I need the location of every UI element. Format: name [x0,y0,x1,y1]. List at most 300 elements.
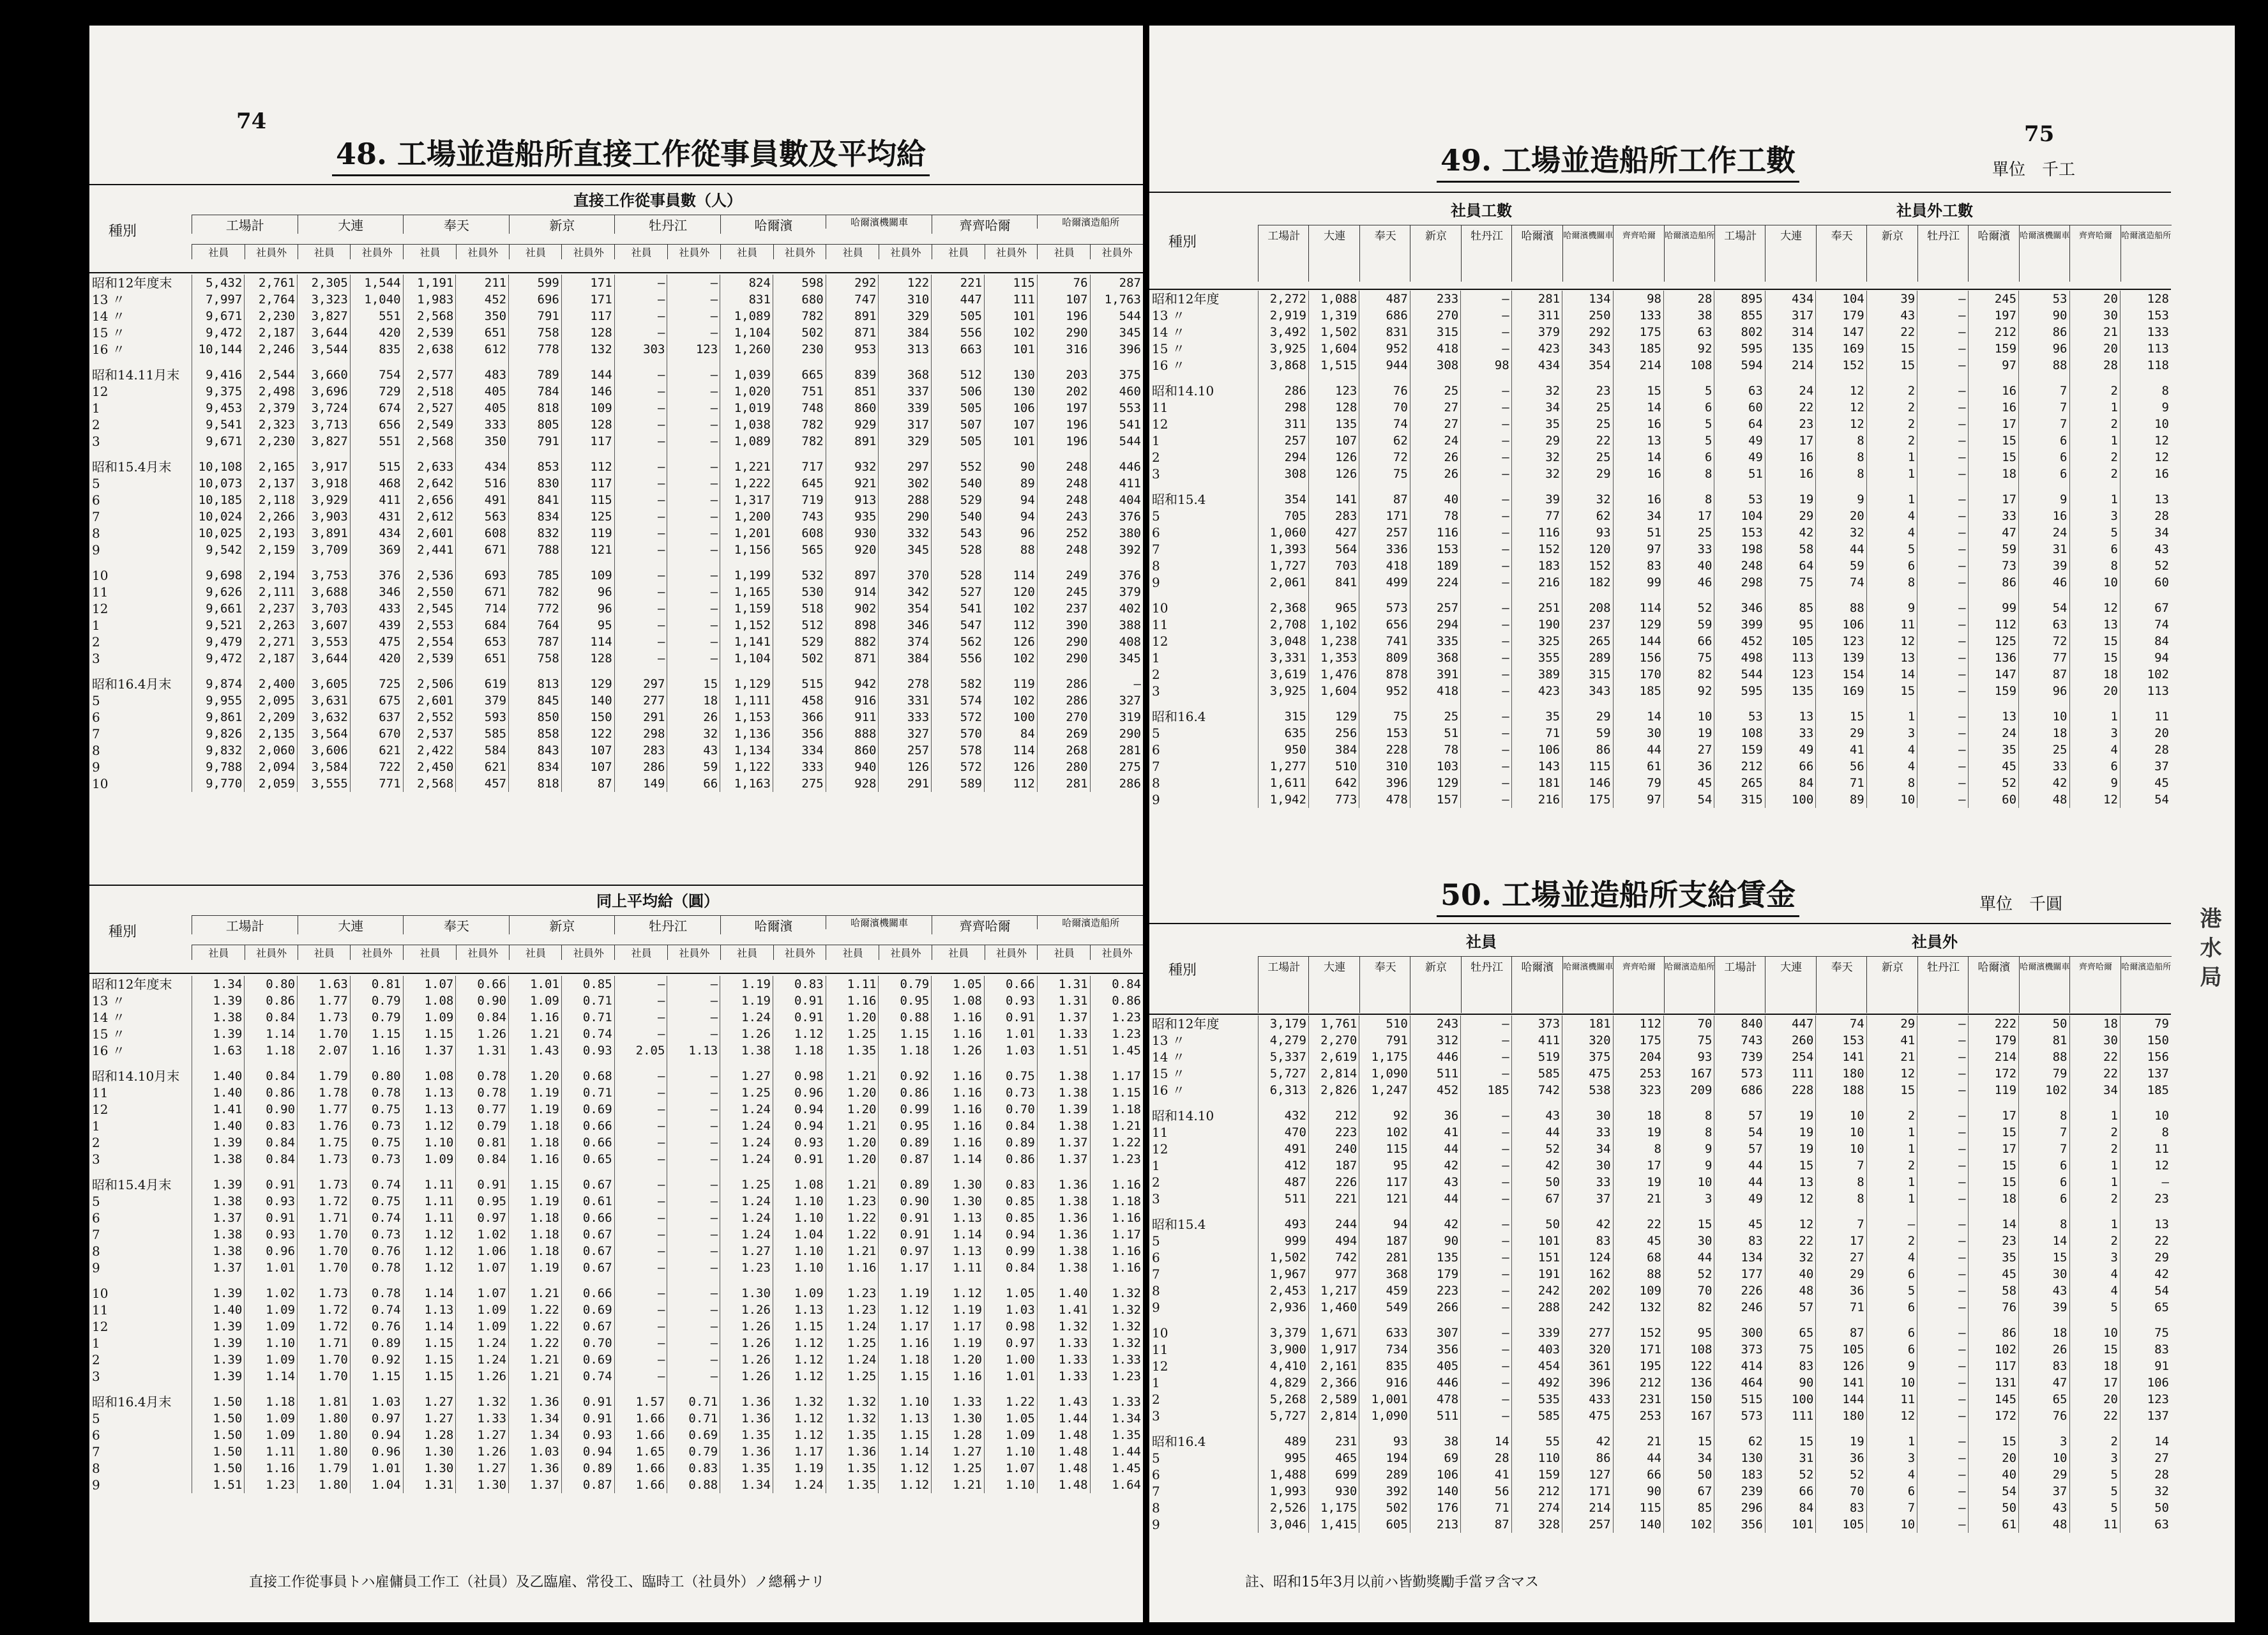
table-cell: 96 [561,584,614,600]
table-cell: — [1461,708,1511,725]
table-cell: 841 [509,492,562,508]
table-cell: 434 [1511,357,1562,374]
table-cell: 3,605 [298,676,351,692]
table-cell: 1.80 [298,1427,351,1443]
table-cell: — [667,567,720,584]
table-cell [1037,1276,1090,1285]
table-cell: 39 [2019,1299,2069,1316]
table-cell [1816,1099,1866,1107]
table-cell [2019,1207,2069,1216]
table-cell: 1.79 [298,1460,351,1477]
table-cell: 1.36 [720,1394,773,1410]
table-cell: 87 [1461,1516,1511,1533]
table-cell: 233 [1410,291,1460,307]
table-cell [2019,374,2069,383]
table-cell: 21 [2069,324,2120,340]
table-cell: 1.40 [1037,1285,1090,1302]
table-cell: 93 [1562,524,1613,541]
table-cell: 128 [561,650,614,667]
table-cell [1308,699,1359,708]
table-cell: — [1917,1107,1968,1124]
table-cell: 16 [1765,449,1815,466]
table-cell: 1.73 [298,1176,351,1193]
table-cell: 29 [1562,466,1613,482]
table-row [89,1460,1143,1477]
table-cell: 573 [1359,600,1410,616]
table-cell [192,667,245,676]
table-cell: 14 [1613,399,1663,416]
table-cell [879,450,932,459]
table-cell: 2,498 [245,383,298,400]
table-cell: 61 [1613,758,1663,775]
table-cell: 99 [1613,574,1663,591]
table-cell: — [1461,1216,1511,1233]
table-cell: 123 [2120,1391,2171,1408]
table-cell: 41 [1461,1466,1511,1483]
table-row [89,1394,1143,1410]
table-cell: — [614,1226,667,1243]
table-cell: 237 [1037,600,1090,617]
table-cell: 97 [1613,791,1663,808]
table-cell: 1.39 [192,1285,245,1302]
table-row [89,634,1143,650]
table-cell [1308,591,1359,600]
table-cell: 167 [1664,1065,1714,1082]
table-cell: 10 [1664,1174,1714,1190]
table-cell: 1 [2069,1107,2120,1124]
table-cell [1090,358,1143,367]
table-cell: 1.03 [509,1443,562,1460]
table-cell: 1.34 [509,1427,562,1443]
table-cell: 135 [1308,416,1359,432]
table-cell: 1.23 [826,1193,879,1210]
table-cell: 1.17 [879,1318,932,1335]
table-cell: 356 [1714,1516,1765,1533]
table-cell: 1.08 [932,992,985,1009]
table-cell [1866,374,1917,383]
table-cell: 137 [2120,1408,2171,1424]
table-cell: — [1917,1433,1968,1450]
table-cell [1562,1424,1613,1433]
table-cell: 0.87 [879,1151,932,1167]
table-cell: 0.66 [456,976,509,992]
table-cell: 212 [1968,324,2018,340]
table-cell: 0.74 [350,1302,403,1318]
table-cell: 297 [879,459,932,475]
table-cell: 126 [985,759,1038,775]
table-cell: 248 [1037,459,1090,475]
table-cell: 2,246 [245,341,298,358]
table-cell: 66 [667,775,720,792]
table-cell: 1.12 [773,1410,826,1427]
table-cell: 897 [826,567,879,584]
table-cell [1917,699,1968,708]
table-cell: 1,942 [1258,791,1308,808]
table-row [1149,1358,2171,1374]
table-cell: 871 [826,650,879,667]
table-cell: 121 [561,542,614,558]
table-cell [1461,591,1511,600]
table-cell: — [667,542,720,558]
table-cell: 605 [1359,1516,1410,1533]
table-cell: 107 [1308,432,1359,449]
row-label: 1 [1152,1158,1160,1173]
table-cell: 9,626 [192,584,245,600]
table-cell: 7 [2019,1141,2069,1157]
table-cell: 64 [1714,416,1765,432]
table-cell [1968,482,2018,491]
table-cell: 584 [456,742,509,759]
table-cell: 3,903 [298,508,351,525]
table-cell: 2,814 [1308,1065,1359,1082]
table-cell: 15 [1816,708,1866,725]
table-cell: 94 [1359,1216,1410,1233]
table-cell: — [614,275,667,291]
table-cell: 529 [932,492,985,508]
table-cell: 3,644 [298,650,351,667]
table-cell: 0.86 [985,1151,1038,1167]
table-row [1149,1233,2171,1249]
table-cell: 88 [1613,1266,1663,1282]
table-cell: — [1461,383,1511,399]
table48-counts [89,275,1143,792]
table-cell: 281 [1090,742,1143,759]
table-cell [2019,482,2069,491]
table-cell [2120,482,2171,491]
table-cell: — [1461,1124,1511,1141]
table-cell: 1.19 [509,1101,562,1118]
table-cell: 144 [561,367,614,383]
table-cell: 1.12 [879,1460,932,1477]
table-cell: 843 [509,742,562,759]
table-cell: 1.14 [932,1226,985,1243]
table-cell: 53 [2019,291,2069,307]
table-cell: — [667,1068,720,1084]
table-cell: 0.94 [561,1443,614,1460]
table-cell: 1.37 [1037,1151,1090,1167]
table-cell [1258,1424,1308,1433]
table-cell [1714,374,1765,383]
table-cell: 308 [1258,466,1308,482]
table-cell: 10,108 [192,459,245,475]
table-cell: 131 [1968,1374,2018,1391]
table-cell: 152 [1511,541,1562,558]
table-cell: 0.84 [245,1009,298,1026]
table-cell [192,1385,245,1394]
table-cell: 320 [1562,1032,1613,1049]
table-cell: 0.91 [985,1009,1038,1026]
table-cell: 269 [1037,726,1090,742]
table-cell: 1.33 [1090,1394,1143,1410]
table-cell [1037,558,1090,567]
table-cell: 9,661 [192,600,245,617]
table-cell: 180 [1816,1408,1866,1424]
table-cell: 1.40 [192,1302,245,1318]
table-cell: 22 [2069,1049,2120,1065]
table-cell [720,358,773,367]
table-cell: 742 [1511,1082,1562,1099]
table-cell: — [614,992,667,1009]
table-cell: 882 [826,634,879,650]
table-cell [2019,1316,2069,1325]
table-cell: — [1461,633,1511,650]
table-cell: 6 [2069,541,2120,558]
table-cell: 342 [879,584,932,600]
table-cell [1511,374,1562,383]
table-row [89,692,1143,709]
table-cell: 898 [826,617,879,634]
table-cell: 1,671 [1308,1325,1359,1341]
table-cell: 0.84 [985,1259,1038,1276]
table-cell: 119 [561,525,614,542]
table-cell: 1.15 [1090,1084,1143,1101]
table-cell [1562,591,1613,600]
table-cell: 1.10 [773,1193,826,1210]
table-cell: 15 [1968,449,2018,466]
table-cell: — [1917,1141,1968,1157]
table-cell: 152 [1613,1325,1663,1341]
row-label: 16 〃 [1152,1083,1185,1098]
table-cell: 183 [1714,1466,1765,1483]
table-cell: — [1917,1483,1968,1500]
table-cell: 1.15 [350,1026,403,1042]
table-cell: — [1917,1450,1968,1466]
table-cell: — [614,1068,667,1084]
table-cell [403,1276,456,1285]
table-cell: 242 [1511,1282,1562,1299]
table-cell: — [1461,1049,1511,1065]
table-cell: 1.20 [826,1101,879,1118]
table-cell: 9,874 [192,676,245,692]
table-cell: — [614,600,667,617]
column-header: 齊齊哈爾 [2069,956,2121,1013]
table-cell: 519 [1511,1049,1562,1065]
table-cell: — [1917,1374,1968,1391]
table-cell: 343 [1562,683,1613,699]
table-cell: 1.20 [826,1009,879,1026]
table-cell: 32 [1765,1249,1815,1266]
table-cell: 49 [1714,432,1765,449]
row-label [89,1385,192,1394]
table-cell: 84 [985,726,1038,742]
table-cell: 1,020 [720,383,773,400]
table-cell: — [1461,574,1511,591]
table-cell: 1.26 [456,1026,509,1042]
table-cell: 1,156 [720,542,773,558]
table-cell: 67 [2120,600,2171,616]
table-cell: 19 [1613,1124,1663,1141]
table-cell [1562,1099,1613,1107]
table-cell: 1.34 [509,1410,562,1427]
table-cell: — [1461,1174,1511,1190]
table-cell: 22 [1765,399,1815,416]
table-row [1149,491,2171,508]
table-cell: — [614,1259,667,1276]
table-cell: 75 [1359,708,1410,725]
table-cell [932,1276,985,1285]
table-cell: 290 [1037,650,1090,667]
table-cell: 54 [2019,600,2069,616]
table-cell: 0.68 [561,1068,614,1084]
table-cell: 36 [1816,1282,1866,1299]
table-cell: 10 [2069,1325,2120,1341]
table-cell [1765,1424,1815,1433]
row-label: 11 [1152,400,1168,415]
table-cell: 92 [1359,1107,1410,1124]
table-cell: 1.16 [826,1259,879,1276]
table-cell: 860 [826,400,879,416]
table-cell: 1.24 [456,1351,509,1368]
table-cell: 0.95 [456,1193,509,1210]
table-cell: 297 [614,676,667,692]
table-cell: 77 [1511,508,1562,524]
table-cell: 1.12 [403,1259,456,1276]
table-cell: 145 [1968,1391,2018,1408]
table-cell: 1.32 [1090,1302,1143,1318]
table-cell: 3,660 [298,367,351,383]
table-cell: 1.40 [192,1118,245,1134]
subheader: 社員外 [245,244,298,259]
table-cell: 1,191 [403,275,456,291]
table-cell: 95 [1359,1157,1410,1174]
row-label [1149,482,1258,491]
table-cell [1917,591,1968,600]
table-cell: 1.10 [985,1477,1038,1493]
table-cell: 20 [2069,291,2120,307]
table-cell: 412 [1258,1157,1308,1174]
table-cell: 152 [1562,558,1613,574]
row-label: 6 [92,1210,100,1226]
table-cell: 31 [1765,1450,1815,1466]
table-cell: 608 [773,525,826,542]
table-cell: 1,604 [1308,340,1359,357]
row-label: 昭和14.11月末 [92,367,180,383]
table-cell: — [667,508,720,525]
table-cell [1562,699,1613,708]
row-label: 8 [92,1243,100,1259]
table-cell: 354 [879,600,932,617]
table-cell: 0.84 [985,1118,1038,1134]
table-cell: 1,104 [720,650,773,667]
table-cell: 0.75 [350,1193,403,1210]
table-cell: 1.18 [1090,1101,1143,1118]
table-cell: 2 [1866,1157,1917,1174]
table-cell: 1.18 [773,1042,826,1059]
table-cell: 1.18 [509,1226,562,1243]
table-cell: — [667,1101,720,1118]
table-cell [879,1167,932,1176]
table-cell: 1.17 [773,1443,826,1460]
table-cell: 1.13 [403,1084,456,1101]
table-cell: 582 [932,676,985,692]
table-cell: 254 [1765,1049,1815,1065]
table-cell: — [614,1302,667,1318]
table-cell: 1.71 [298,1210,351,1226]
table-cell [2069,1207,2120,1216]
table-cell: 2,400 [245,676,298,692]
table-cell: 177 [1714,1266,1765,1282]
table-cell: 656 [1359,616,1410,633]
table-cell: 114 [561,634,614,650]
table-cell: 97 [1968,357,2018,374]
table-cell: 147 [1968,666,2018,683]
table-cell: 294 [1258,449,1308,466]
table-row [1149,508,2171,524]
table-row [1149,1466,2171,1483]
table-cell: 302 [879,475,932,492]
table-cell: 0.85 [985,1210,1038,1226]
table-cell: 42 [1410,1157,1460,1174]
table-cell: 1,260 [720,341,773,358]
table-cell: 1.24 [720,1226,773,1243]
table-cell: 434 [1765,291,1815,307]
table-cell: 60 [2120,574,2171,591]
table-cell [403,358,456,367]
table-cell: — [614,1151,667,1167]
table-cell: 405 [1410,1358,1460,1374]
table-cell: 1.02 [456,1226,509,1243]
table-cell: — [667,1176,720,1193]
column-header: 工場計 [1258,956,1309,1013]
table-cell: 83 [2120,1341,2171,1358]
table-cell: 1.80 [298,1410,351,1427]
table-cell: 16 [1765,466,1815,482]
table-cell: 549 [1359,1299,1410,1316]
table-cell: 243 [1410,1015,1460,1032]
row-label: 2 [1152,1392,1160,1407]
table-cell: 248 [1037,492,1090,508]
table-cell: 1.02 [245,1285,298,1302]
table-cell [1816,1316,1866,1325]
table-cell: 2,450 [403,759,456,775]
table-cell [1037,1059,1090,1068]
table-cell: 221 [932,275,985,291]
table-cell: 310 [1359,758,1410,775]
table-cell: 7 [2019,399,2069,416]
table-cell: — [1917,399,1968,416]
table-cell: 1.72 [298,1193,351,1210]
table-cell: 0.74 [350,1210,403,1226]
table-cell: 296 [1714,1500,1765,1516]
table-cell: 529 [773,634,826,650]
table-cell: 1.21 [826,1068,879,1084]
table-cell: 538 [1562,1082,1613,1099]
table-cell [1461,482,1511,491]
table-cell: 44 [1714,1174,1765,1190]
table-cell: 128 [561,324,614,341]
table-cell [1461,1424,1511,1433]
row-label: 昭和16.4月末 [92,676,172,692]
table-cell [2019,699,2069,708]
table-cell: 1.37 [1037,1134,1090,1151]
spacer-row [89,1167,1143,1176]
table-cell: 10 [1816,1124,1866,1141]
table-cell: 390 [1037,617,1090,634]
table-cell: 414 [1714,1358,1765,1374]
table-cell: 420 [350,324,403,341]
subheader: 社員外 [456,244,510,259]
row-label: 1 [92,400,100,416]
table-cell [985,667,1038,676]
table-cell: 223 [1410,1282,1460,1299]
table-cell: 1.39 [192,1318,245,1335]
table-cell [2069,1099,2120,1107]
row-label: 1 [1152,433,1160,448]
table-cell [561,667,614,676]
row-label: 昭和12年度 [1152,291,1220,307]
table-cell: 1.39 [192,992,245,1009]
table-cell: 147 [1816,324,1866,340]
